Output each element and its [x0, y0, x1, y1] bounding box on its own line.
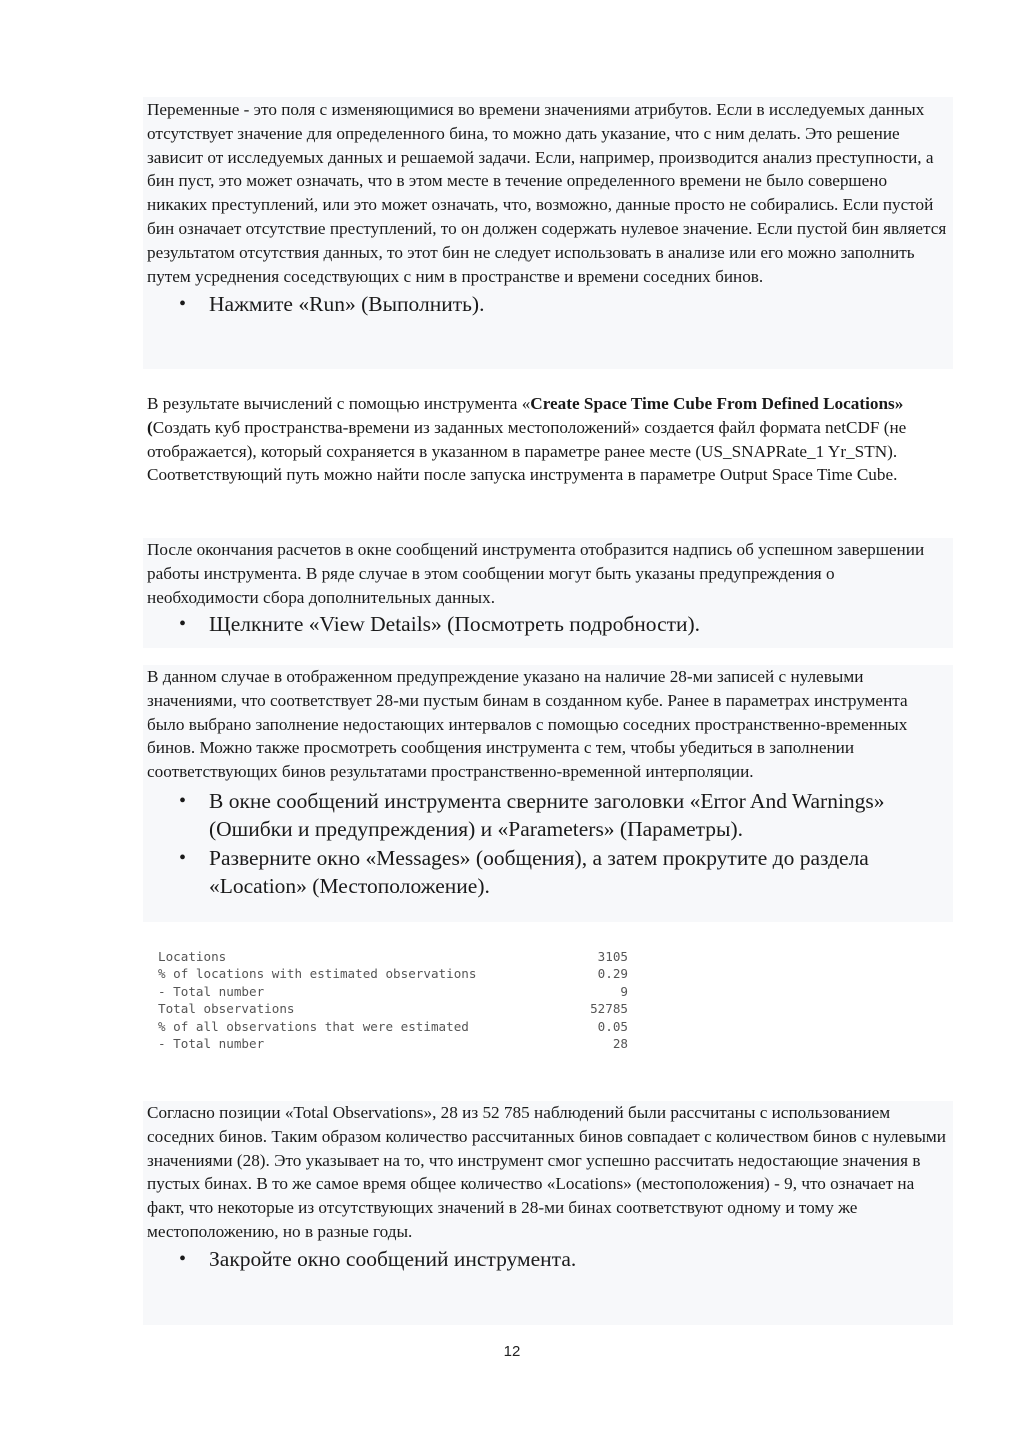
bullet-marker: •	[179, 293, 187, 316]
console-value: 3105	[597, 949, 628, 964]
paragraph-warning: В данном случае в отображенном предупреждение указано на наличие 28-ми записей с нулевыми значениями, что соответствует 28-ми пустым бинам в созданном кубе. Ранее в параметрах инструмента было выбрано заполнение недостающих интервалов с помощью соседних пространственно-временных бинов. Можно также просмотреть сообщения инструмента с тем, чтобы убедиться в заполнении соответствующих бинов результатами пространственно-временной интерполяции.	[147, 667, 908, 782]
console-label: - Total number	[158, 983, 265, 999]
tool-messages-screenshot	[158, 948, 628, 1058]
console-value: 9	[620, 983, 628, 999]
bullet-text: Разверните окно «Messages» (ообщения), а затем прокрутите до раздела «Location» (Местоположение).	[209, 845, 869, 899]
bullet-marker: •	[179, 789, 187, 812]
section-block-1	[143, 97, 953, 369]
paragraph-result-lead: В результате вычислений с помощью инструмента «	[147, 394, 531, 413]
paragraph-result	[147, 392, 949, 487]
console-row	[158, 983, 628, 1000]
console-row	[158, 965, 628, 982]
page-number: 12	[503, 1343, 521, 1360]
paragraph-completion: После окончания расчетов в окне сообщений инструмента отобразится надпись об успешном завершении работы инструмента. В ряде случае в этом сообщении могут быть указаны предупреждения о необходимости сбора дополнительных данных.	[147, 540, 925, 607]
bullet-item-expand	[147, 844, 949, 901]
console-row	[158, 948, 628, 965]
section-block-5	[143, 1101, 953, 1325]
console-value: 0.05	[597, 1018, 628, 1034]
bullet-list-3	[147, 787, 949, 901]
paragraph-total-observations: Согласно позиции «Total Observations», 28 из 52 785 наблюдений были рассчитаны с использованием соседних бинов. Таким образом количество рассчитанных бинов совпадает с количеством бинов с нулевыми значениями (28). Это указывает на то, что инструмент смог успешно рассчитать недостающие значения в пустых бинах. В то же самое время общее количество «Locations» (местоположения) - 9, что означает на факт, что некоторые из отсутствующих значений в 28-ми бинах соответствуют одному и тому же местоположению, но в разные годы.	[147, 1103, 946, 1241]
tool-name-bold: Create Space Time Cube From Defined Locations» (	[147, 394, 904, 437]
bullet-text: В окне сообщений инструмента сверните заголовки «Error And Warnings» (Ошибки и предупреждения) и «Parameters» (Параметры).	[209, 788, 885, 842]
console-value: 28	[612, 1036, 628, 1052]
console-row	[158, 1035, 628, 1052]
section-block-2	[143, 392, 953, 516]
bullet-text: Щелкните «View Details» (Посмотреть подробности).	[209, 612, 701, 637]
bullet-marker: •	[179, 846, 187, 869]
console-row	[158, 1000, 628, 1017]
console-value: 52785	[590, 1001, 628, 1017]
console-label: % of all observations that were estimated	[158, 1018, 469, 1034]
console-label: Total observations	[158, 1001, 295, 1017]
bullet-list-1	[147, 290, 949, 319]
bullet-marker: •	[179, 613, 187, 636]
bullet-item-run	[147, 290, 949, 319]
bullet-item-view-details	[147, 610, 949, 639]
bullet-marker: •	[179, 1247, 187, 1270]
bullet-item-close	[147, 1245, 949, 1274]
bullet-list-4	[147, 1245, 949, 1274]
console-row	[158, 1018, 628, 1035]
bullet-list-2	[147, 610, 949, 639]
paragraph-result-rest: Создать куб пространства-времени из заданных местоположений» создается файл формата netCDF (не отображается), который сохраняется в указанном в параметре ранее месте (US_SNAPRate_1 Yr_STN). Соответствующий путь можно найти после запуска инструмента в параметре Output Space Time Cube.	[147, 417, 907, 485]
bullet-text: Закройте окно сообщений инструмента.	[209, 1246, 577, 1271]
console-label: - Total number	[158, 1036, 265, 1052]
console-value: 0.29	[597, 966, 628, 982]
console-label: % of locations with estimated observations	[158, 966, 477, 982]
paragraph-variables: Переменные - это поля с изменяющимися во времени значениями атрибутов. Если в исследуемых данных отсутствует значение для определенного бина, то можно дать указание, что с ним делать. Это решение зависит от исследуемых данных и решаемой задачи. Если, например, производится анализ преступности, а бин пуст, это может означать, что в этом месте в течение определенного времени не было совершено никаких преступлений, или это может означать, что, возможно, данные просто не собирались. Если пустой бин означает отсутствие преступлений, то он должен содержать нулевое значение. Если пустой бин является результатом отсутствия данных, то этот бин не следует использовать в анализе или его можно заполнить путем усреднения соседствующих с ним в пространстве и времени соседних бинов.	[147, 100, 947, 286]
section-block-3	[143, 538, 953, 648]
section-block-4	[143, 665, 953, 922]
bullet-text: Нажмите «Run» (Выполнить).	[209, 292, 485, 317]
bullet-item-collapse	[147, 787, 949, 844]
console-label: Locations	[158, 949, 227, 964]
